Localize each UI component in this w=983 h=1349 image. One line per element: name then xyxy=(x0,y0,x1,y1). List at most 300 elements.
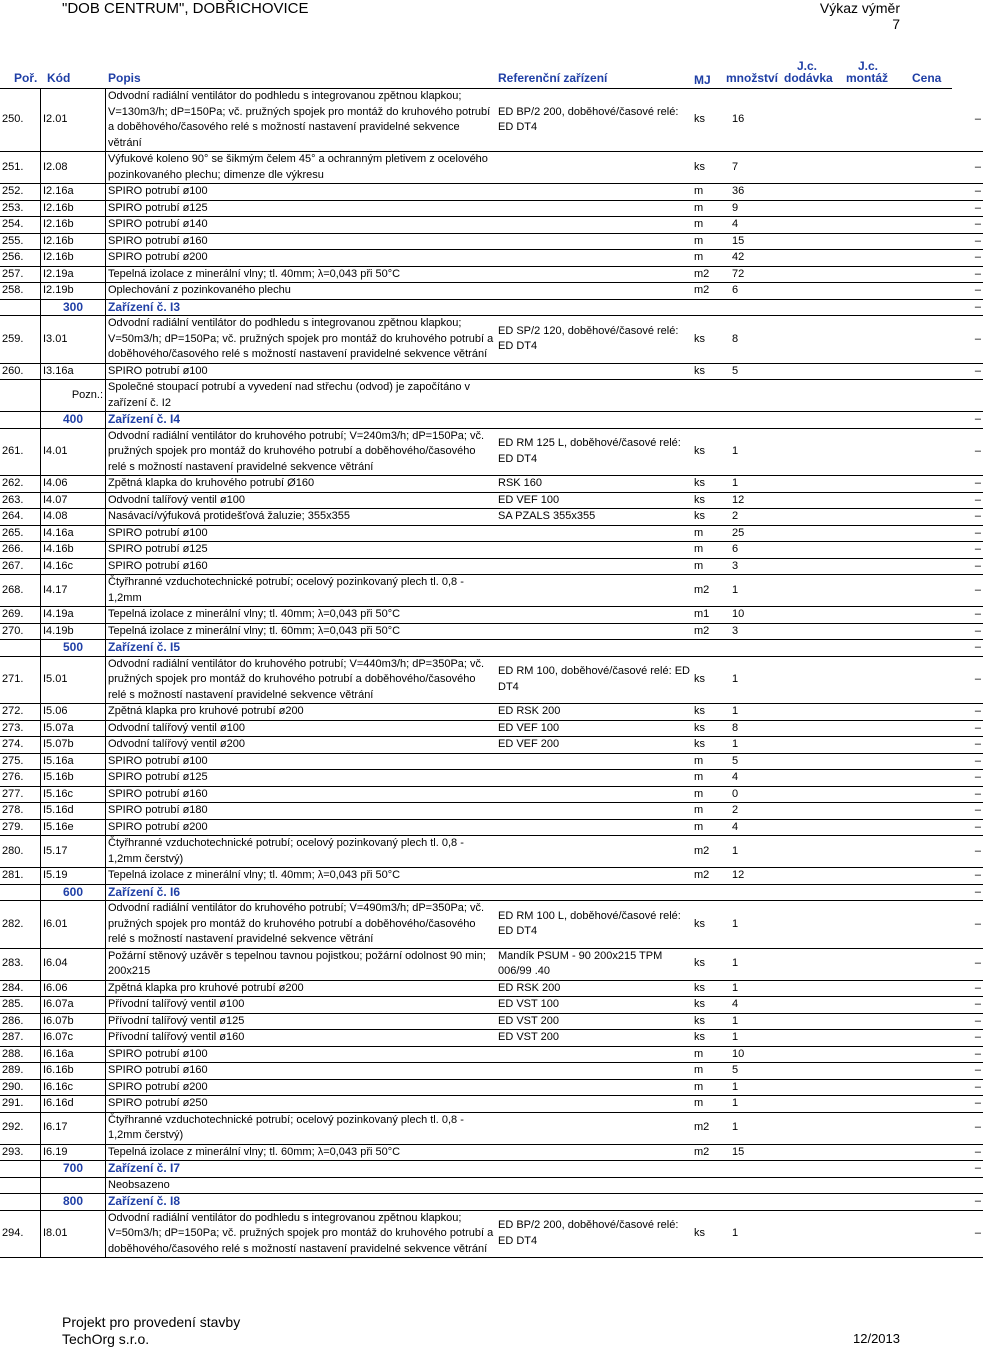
item-unit-price-supply xyxy=(792,476,858,493)
item-unit-price-supply xyxy=(792,363,858,380)
footer-company: TechOrg s.r.o. xyxy=(62,1331,150,1347)
page-number: 7 xyxy=(892,16,900,32)
item-unit-price-supply xyxy=(792,980,858,997)
item-code: I6.01 xyxy=(41,901,106,949)
table-row xyxy=(0,558,983,575)
section-spacer xyxy=(858,884,922,901)
item-price: – xyxy=(922,250,983,267)
item-number: 281. xyxy=(0,868,41,885)
item-reference xyxy=(496,803,692,820)
item-description: Odvodní radiální ventilátor do kruhového potrubí; V=490m3/h; dP=350Pa; vč. pružných spojek pro montáž do kruhového potrubí a doběhového/časového relé s možností nastavení pravidelné sekvence větrání xyxy=(106,901,497,949)
item-price: – xyxy=(922,704,983,721)
col-header-desc: Popis xyxy=(108,71,141,85)
item-unit: m xyxy=(692,1063,730,1080)
table-row xyxy=(0,1013,983,1030)
item-unit: m xyxy=(692,753,730,770)
item-price: – xyxy=(922,509,983,526)
item-unit-price-install xyxy=(858,1046,922,1063)
item-code: I5.07a xyxy=(41,720,106,737)
item-code: I2.16b xyxy=(41,200,106,217)
item-price: – xyxy=(922,656,983,704)
item-unit-price-supply xyxy=(792,1013,858,1030)
item-unit: m2 xyxy=(692,623,730,640)
item-description: SPIRO potrubí ø180 xyxy=(106,803,497,820)
item-number: 256. xyxy=(0,250,41,267)
section-row xyxy=(0,299,983,316)
item-reference: ED VEF 100 xyxy=(496,492,692,509)
item-code: I4.07 xyxy=(41,492,106,509)
item-unit-price-install xyxy=(858,770,922,787)
item-reference xyxy=(496,1144,692,1161)
item-unit-price-supply xyxy=(792,575,858,607)
item-price: – xyxy=(922,476,983,493)
item-number: 267. xyxy=(0,558,41,575)
item-unit: ks xyxy=(692,901,730,949)
item-quantity: 1 xyxy=(730,428,792,476)
item-code: I6.16c xyxy=(41,1079,106,1096)
item-reference xyxy=(496,1046,692,1063)
item-unit-price-install xyxy=(858,217,922,234)
item-unit: ks xyxy=(692,737,730,754)
item-quantity: 1 xyxy=(730,1079,792,1096)
table-row xyxy=(0,737,983,754)
table-row xyxy=(0,1144,983,1161)
item-unit-price-install xyxy=(858,868,922,885)
item-description: Výfukové koleno 90° se šikmým čelem 45° a ochranným pletivem z ocelového pozinkovaného plechu; dimenze dle výkresu xyxy=(106,152,497,184)
item-reference xyxy=(496,1079,692,1096)
item-price: – xyxy=(922,1096,983,1113)
item-unit-price-install xyxy=(858,980,922,997)
item-description: SPIRO potrubí ø200 xyxy=(106,250,497,267)
section-spacer xyxy=(692,884,730,901)
table-row xyxy=(0,656,983,704)
item-reference xyxy=(496,525,692,542)
section-spacer xyxy=(730,884,792,901)
item-unit: m xyxy=(692,803,730,820)
item-unit-price-install xyxy=(858,607,922,624)
item-reference xyxy=(496,770,692,787)
table-row xyxy=(0,200,983,217)
item-unit: ks xyxy=(692,509,730,526)
item-description: Přívodní talířový ventil ø160 xyxy=(106,1030,497,1047)
item-quantity: 8 xyxy=(730,720,792,737)
item-unit-price-supply xyxy=(792,948,858,980)
col-header-price: Cena xyxy=(912,71,942,85)
item-price: – xyxy=(922,980,983,997)
item-number: 268. xyxy=(0,575,41,607)
section-spacer xyxy=(730,1161,792,1178)
item-unit-price-supply xyxy=(792,250,858,267)
item-quantity: 1 xyxy=(730,656,792,704)
text-spacer xyxy=(0,1177,41,1194)
item-description: Zpětná klapka pro kruhové potrubí ø200 xyxy=(106,704,497,721)
item-code: I2.19a xyxy=(41,266,106,283)
item-unit: ks xyxy=(692,656,730,704)
item-quantity: 1 xyxy=(730,1013,792,1030)
section-spacer xyxy=(496,1161,692,1178)
item-description: SPIRO potrubí ø100 xyxy=(106,753,497,770)
item-number: 264. xyxy=(0,509,41,526)
item-description: Čtyřhranné vzduchotechnické potrubí; ocelový pozinkovaný plech tl. 0,8 - 1,2mm xyxy=(106,575,497,607)
item-unit-price-install xyxy=(858,704,922,721)
item-price: – xyxy=(922,1112,983,1144)
item-description: Odvodní talířový ventil ø100 xyxy=(106,720,497,737)
section-row xyxy=(0,412,983,429)
item-number: 270. xyxy=(0,623,41,640)
item-unit: ks xyxy=(692,363,730,380)
section-title: Zařízení č. I7 xyxy=(106,1161,497,1178)
item-unit-price-supply xyxy=(792,704,858,721)
item-unit-price-install xyxy=(858,233,922,250)
item-reference: RSK 160 xyxy=(496,476,692,493)
section-spacer xyxy=(858,299,922,316)
section-price: – xyxy=(922,1194,983,1211)
item-unit: m xyxy=(692,525,730,542)
item-unit-price-install xyxy=(858,283,922,300)
item-code: I6.07b xyxy=(41,1013,106,1030)
item-unit: ks xyxy=(692,980,730,997)
item-description: SPIRO potrubí ø200 xyxy=(106,819,497,836)
table-row xyxy=(0,836,983,868)
item-quantity: 1 xyxy=(730,575,792,607)
item-price: – xyxy=(922,607,983,624)
table-row xyxy=(0,542,983,559)
item-description: Tepelná izolace z minerální vlny; tl. 40mm; λ=0,043 při 50°C xyxy=(106,868,497,885)
item-number: 278. xyxy=(0,803,41,820)
item-number: 271. xyxy=(0,656,41,704)
item-code: I4.19b xyxy=(41,623,106,640)
section-spacer xyxy=(792,299,858,316)
item-number: 250. xyxy=(0,89,41,152)
item-unit: ks xyxy=(692,476,730,493)
item-unit-price-supply xyxy=(792,656,858,704)
item-description: SPIRO potrubí ø160 xyxy=(106,558,497,575)
item-code: I4.19a xyxy=(41,607,106,624)
section-spacer xyxy=(792,640,858,657)
item-quantity: 1 xyxy=(730,737,792,754)
table-row xyxy=(0,1112,983,1144)
table-body xyxy=(0,89,983,1258)
item-quantity: 25 xyxy=(730,525,792,542)
col-header-jc2: montáž xyxy=(846,71,888,85)
item-price: – xyxy=(922,428,983,476)
item-price: – xyxy=(922,1144,983,1161)
item-unit-price-supply xyxy=(792,184,858,201)
item-number: 251. xyxy=(0,152,41,184)
item-code: I5.16a xyxy=(41,753,106,770)
item-unit: ks xyxy=(692,428,730,476)
section-spacer xyxy=(496,412,692,429)
item-reference xyxy=(496,1096,692,1113)
item-unit-price-install xyxy=(858,250,922,267)
item-code: I6.04 xyxy=(41,948,106,980)
section-spacer xyxy=(792,1194,858,1211)
item-quantity: 36 xyxy=(730,184,792,201)
item-unit-price-install xyxy=(858,901,922,949)
item-quantity: 1 xyxy=(730,836,792,868)
item-reference xyxy=(496,786,692,803)
item-unit: ks xyxy=(692,152,730,184)
item-reference xyxy=(496,623,692,640)
item-number: 263. xyxy=(0,492,41,509)
item-price: – xyxy=(922,786,983,803)
item-price: – xyxy=(922,492,983,509)
item-number: 284. xyxy=(0,980,41,997)
table-row xyxy=(0,233,983,250)
item-unit: m xyxy=(692,819,730,836)
item-reference xyxy=(496,152,692,184)
item-price: – xyxy=(922,542,983,559)
item-reference: Mandík PSUM - 90 200x215 TPM 006/99 .40 xyxy=(496,948,692,980)
item-reference: ED VST 200 xyxy=(496,1013,692,1030)
section-spacer xyxy=(692,412,730,429)
item-unit-price-install xyxy=(858,509,922,526)
item-unit-price-supply xyxy=(792,786,858,803)
col-header-ref: Referenční zařízení xyxy=(498,71,608,85)
section-spacer xyxy=(692,1194,730,1211)
item-price: – xyxy=(922,753,983,770)
item-unit-price-install xyxy=(858,656,922,704)
table-row xyxy=(0,492,983,509)
item-code: I6.16d xyxy=(41,1096,106,1113)
footer-line-1: Projekt pro provedení stavby xyxy=(62,1314,241,1330)
item-unit-price-supply xyxy=(792,753,858,770)
item-code: I6.07a xyxy=(41,997,106,1014)
item-number: 283. xyxy=(0,948,41,980)
item-description: Zpětná klapka do kruhového potrubí Ø160 xyxy=(106,476,497,493)
section-spacer xyxy=(858,412,922,429)
item-description: Odvodní radiální ventilátor do podhledu s integrovanou zpětnou klapkou; V=130m3/h; dP=150Pa; vč. pružných spojek pro montáž do kruhového potrubí a doběhového/časového relé s možností nastavení pravidelné sekvence větrání xyxy=(106,89,497,152)
item-quantity: 4 xyxy=(730,770,792,787)
item-code: I4.16b xyxy=(41,542,106,559)
table-row xyxy=(0,1210,983,1258)
item-unit: m xyxy=(692,250,730,267)
item-reference: SA PZALS 355x355 xyxy=(496,509,692,526)
item-price: – xyxy=(922,184,983,201)
item-code: I5.16d xyxy=(41,803,106,820)
item-unit-price-install xyxy=(858,316,922,364)
item-description: Nasávací/výfuková protidešťová žaluzie; 355x355 xyxy=(106,509,497,526)
item-unit-price-install xyxy=(858,1063,922,1080)
item-price: – xyxy=(922,1079,983,1096)
item-unit: ks xyxy=(692,997,730,1014)
item-number: 294. xyxy=(0,1210,41,1258)
item-price: – xyxy=(922,89,983,152)
item-price: – xyxy=(922,217,983,234)
item-quantity: 15 xyxy=(730,233,792,250)
table-row xyxy=(0,89,983,152)
item-description: Tepelná izolace z minerální vlny; tl. 40mm; λ=0,043 při 50°C xyxy=(106,266,497,283)
section-price: – xyxy=(922,1161,983,1178)
item-code: I4.06 xyxy=(41,476,106,493)
item-unit: ks xyxy=(692,720,730,737)
item-description: Odvodní radiální ventilátor do podhledu s integrovanou zpětnou klapkou; V=50m3/h; dP=150Pa; vč. pružných spojek pro montáž do kruhového potrubí a doběhového/časového relé s možností nastavení pravidelné sekvence větrání xyxy=(106,316,497,364)
item-unit: m xyxy=(692,770,730,787)
item-code: I2.16a xyxy=(41,184,106,201)
document-title-block xyxy=(820,0,900,32)
item-quantity: 12 xyxy=(730,868,792,885)
item-code: I2.16b xyxy=(41,250,106,267)
item-number: 275. xyxy=(0,753,41,770)
section-spacer xyxy=(792,412,858,429)
item-unit-price-supply xyxy=(792,1144,858,1161)
table-row xyxy=(0,250,983,267)
item-quantity: 1 xyxy=(730,1030,792,1047)
document-title: Výkaz výměr xyxy=(819,0,900,16)
section-spacer xyxy=(496,299,692,316)
item-quantity: 1 xyxy=(730,1210,792,1258)
item-price: – xyxy=(922,1210,983,1258)
item-unit-price-supply xyxy=(792,428,858,476)
item-number: 261. xyxy=(0,428,41,476)
table-row xyxy=(0,868,983,885)
item-unit-price-supply xyxy=(792,558,858,575)
section-row xyxy=(0,1161,983,1178)
item-reference: ED RSK 200 xyxy=(496,980,692,997)
section-title: Zařízení č. I3 xyxy=(106,299,497,316)
item-quantity: 4 xyxy=(730,819,792,836)
item-code: I4.01 xyxy=(41,428,106,476)
item-unit: m xyxy=(692,1079,730,1096)
item-unit-price-install xyxy=(858,720,922,737)
item-description: Tepelná izolace z minerální vlny; tl. 40mm; λ=0,043 při 50°C xyxy=(106,607,497,624)
column-headers xyxy=(0,59,960,88)
item-price: – xyxy=(922,200,983,217)
item-unit-price-install xyxy=(858,575,922,607)
item-code: I5.16c xyxy=(41,786,106,803)
item-code: I4.08 xyxy=(41,509,106,526)
item-price: – xyxy=(922,1030,983,1047)
section-price: – xyxy=(922,299,983,316)
item-reference: ED BP/2 200, doběhové/časové relé: ED DT4 xyxy=(496,1210,692,1258)
text-content: Neobsazeno xyxy=(106,1177,497,1194)
item-description: SPIRO potrubí ø100 xyxy=(106,184,497,201)
item-unit-price-install xyxy=(858,1096,922,1113)
item-price: – xyxy=(922,1046,983,1063)
item-number: 286. xyxy=(0,1013,41,1030)
section-row xyxy=(0,884,983,901)
item-reference xyxy=(496,200,692,217)
note-spacer xyxy=(496,380,983,412)
item-quantity: 2 xyxy=(730,803,792,820)
item-code: I2.16b xyxy=(41,233,106,250)
item-unit: m2 xyxy=(692,266,730,283)
item-price: – xyxy=(922,901,983,949)
item-quantity: 6 xyxy=(730,283,792,300)
table-row xyxy=(0,753,983,770)
item-unit-price-install xyxy=(858,89,922,152)
table-row xyxy=(0,476,983,493)
item-number: 252. xyxy=(0,184,41,201)
note-spacer xyxy=(0,380,41,412)
item-price: – xyxy=(922,283,983,300)
item-number: 287. xyxy=(0,1030,41,1047)
section-spacer xyxy=(496,640,692,657)
item-unit-price-install xyxy=(858,623,922,640)
item-unit: ks xyxy=(692,1210,730,1258)
item-reference xyxy=(496,266,692,283)
table-row xyxy=(0,217,983,234)
item-unit-price-install xyxy=(858,184,922,201)
item-quantity: 1 xyxy=(730,980,792,997)
item-price: – xyxy=(922,836,983,868)
item-code: I6.16a xyxy=(41,1046,106,1063)
item-unit-price-supply xyxy=(792,720,858,737)
item-quantity: 1 xyxy=(730,704,792,721)
col-header-jc1: dodávka xyxy=(784,71,833,85)
item-reference: ED VEF 200 xyxy=(496,737,692,754)
item-unit: m2 xyxy=(692,1144,730,1161)
item-description: Odvodní radiální ventilátor do podhledu s integrovanou zpětnou klapkou; V=50m3/h; dP=150Pa; vč. pružných spojek pro montáž do kruhového potrubí a doběhového/časového relé s možností nastavení pravidelné sekvence větrání xyxy=(106,1210,497,1258)
section-spacer xyxy=(730,1194,792,1211)
item-price: – xyxy=(922,1063,983,1080)
item-price: – xyxy=(922,997,983,1014)
item-reference: ED RM 125 L, doběhové/časové relé: ED DT4 xyxy=(496,428,692,476)
section-row xyxy=(0,640,983,657)
footer-date: 12/2013 xyxy=(853,1331,900,1346)
section-spacer xyxy=(0,299,41,316)
section-spacer xyxy=(0,1194,41,1211)
item-unit: m xyxy=(692,786,730,803)
item-description: Odvodní talířový ventil ø100 xyxy=(106,492,497,509)
item-price: – xyxy=(922,868,983,885)
table-row xyxy=(0,575,983,607)
table-row xyxy=(0,525,983,542)
item-unit: m2 xyxy=(692,1112,730,1144)
item-unit: ks xyxy=(692,492,730,509)
item-unit: m2 xyxy=(692,868,730,885)
item-unit-price-supply xyxy=(792,770,858,787)
section-number: 300 xyxy=(41,299,106,316)
item-number: 259. xyxy=(0,316,41,364)
item-unit-price-supply xyxy=(792,803,858,820)
item-description: Čtyřhranné vzduchotechnické potrubí; ocelový pozinkovaný plech tl. 0,8 - 1,2mm čerstvý) xyxy=(106,836,497,868)
item-unit: m xyxy=(692,558,730,575)
bill-of-quantities-table xyxy=(0,89,983,1258)
item-number: 266. xyxy=(0,542,41,559)
item-unit-price-install xyxy=(858,476,922,493)
item-number: 292. xyxy=(0,1112,41,1144)
item-price: – xyxy=(922,363,983,380)
item-code: I5.16b xyxy=(41,770,106,787)
item-unit-price-supply xyxy=(792,542,858,559)
item-reference xyxy=(496,250,692,267)
item-code: I6.16b xyxy=(41,1063,106,1080)
table-row xyxy=(0,1079,983,1096)
item-number: 285. xyxy=(0,997,41,1014)
item-unit-price-supply xyxy=(792,819,858,836)
item-description: Zpětná klapka pro kruhové potrubí ø200 xyxy=(106,980,497,997)
item-unit: m xyxy=(692,184,730,201)
item-description: SPIRO potrubí ø200 xyxy=(106,1079,497,1096)
table-row xyxy=(0,152,983,184)
section-number: 700 xyxy=(41,1161,106,1178)
item-reference xyxy=(496,184,692,201)
item-reference: ED VST 200 xyxy=(496,1030,692,1047)
item-code: I2.08 xyxy=(41,152,106,184)
footer xyxy=(62,1314,240,1348)
item-unit-price-supply xyxy=(792,901,858,949)
item-unit-price-install xyxy=(858,1210,922,1258)
item-reference xyxy=(496,558,692,575)
item-code: I2.19b xyxy=(41,283,106,300)
item-unit-price-install xyxy=(858,363,922,380)
item-number: 289. xyxy=(0,1063,41,1080)
item-unit: ks xyxy=(692,948,730,980)
item-quantity: 10 xyxy=(730,607,792,624)
item-reference: ED VST 100 xyxy=(496,997,692,1014)
item-number: 273. xyxy=(0,720,41,737)
